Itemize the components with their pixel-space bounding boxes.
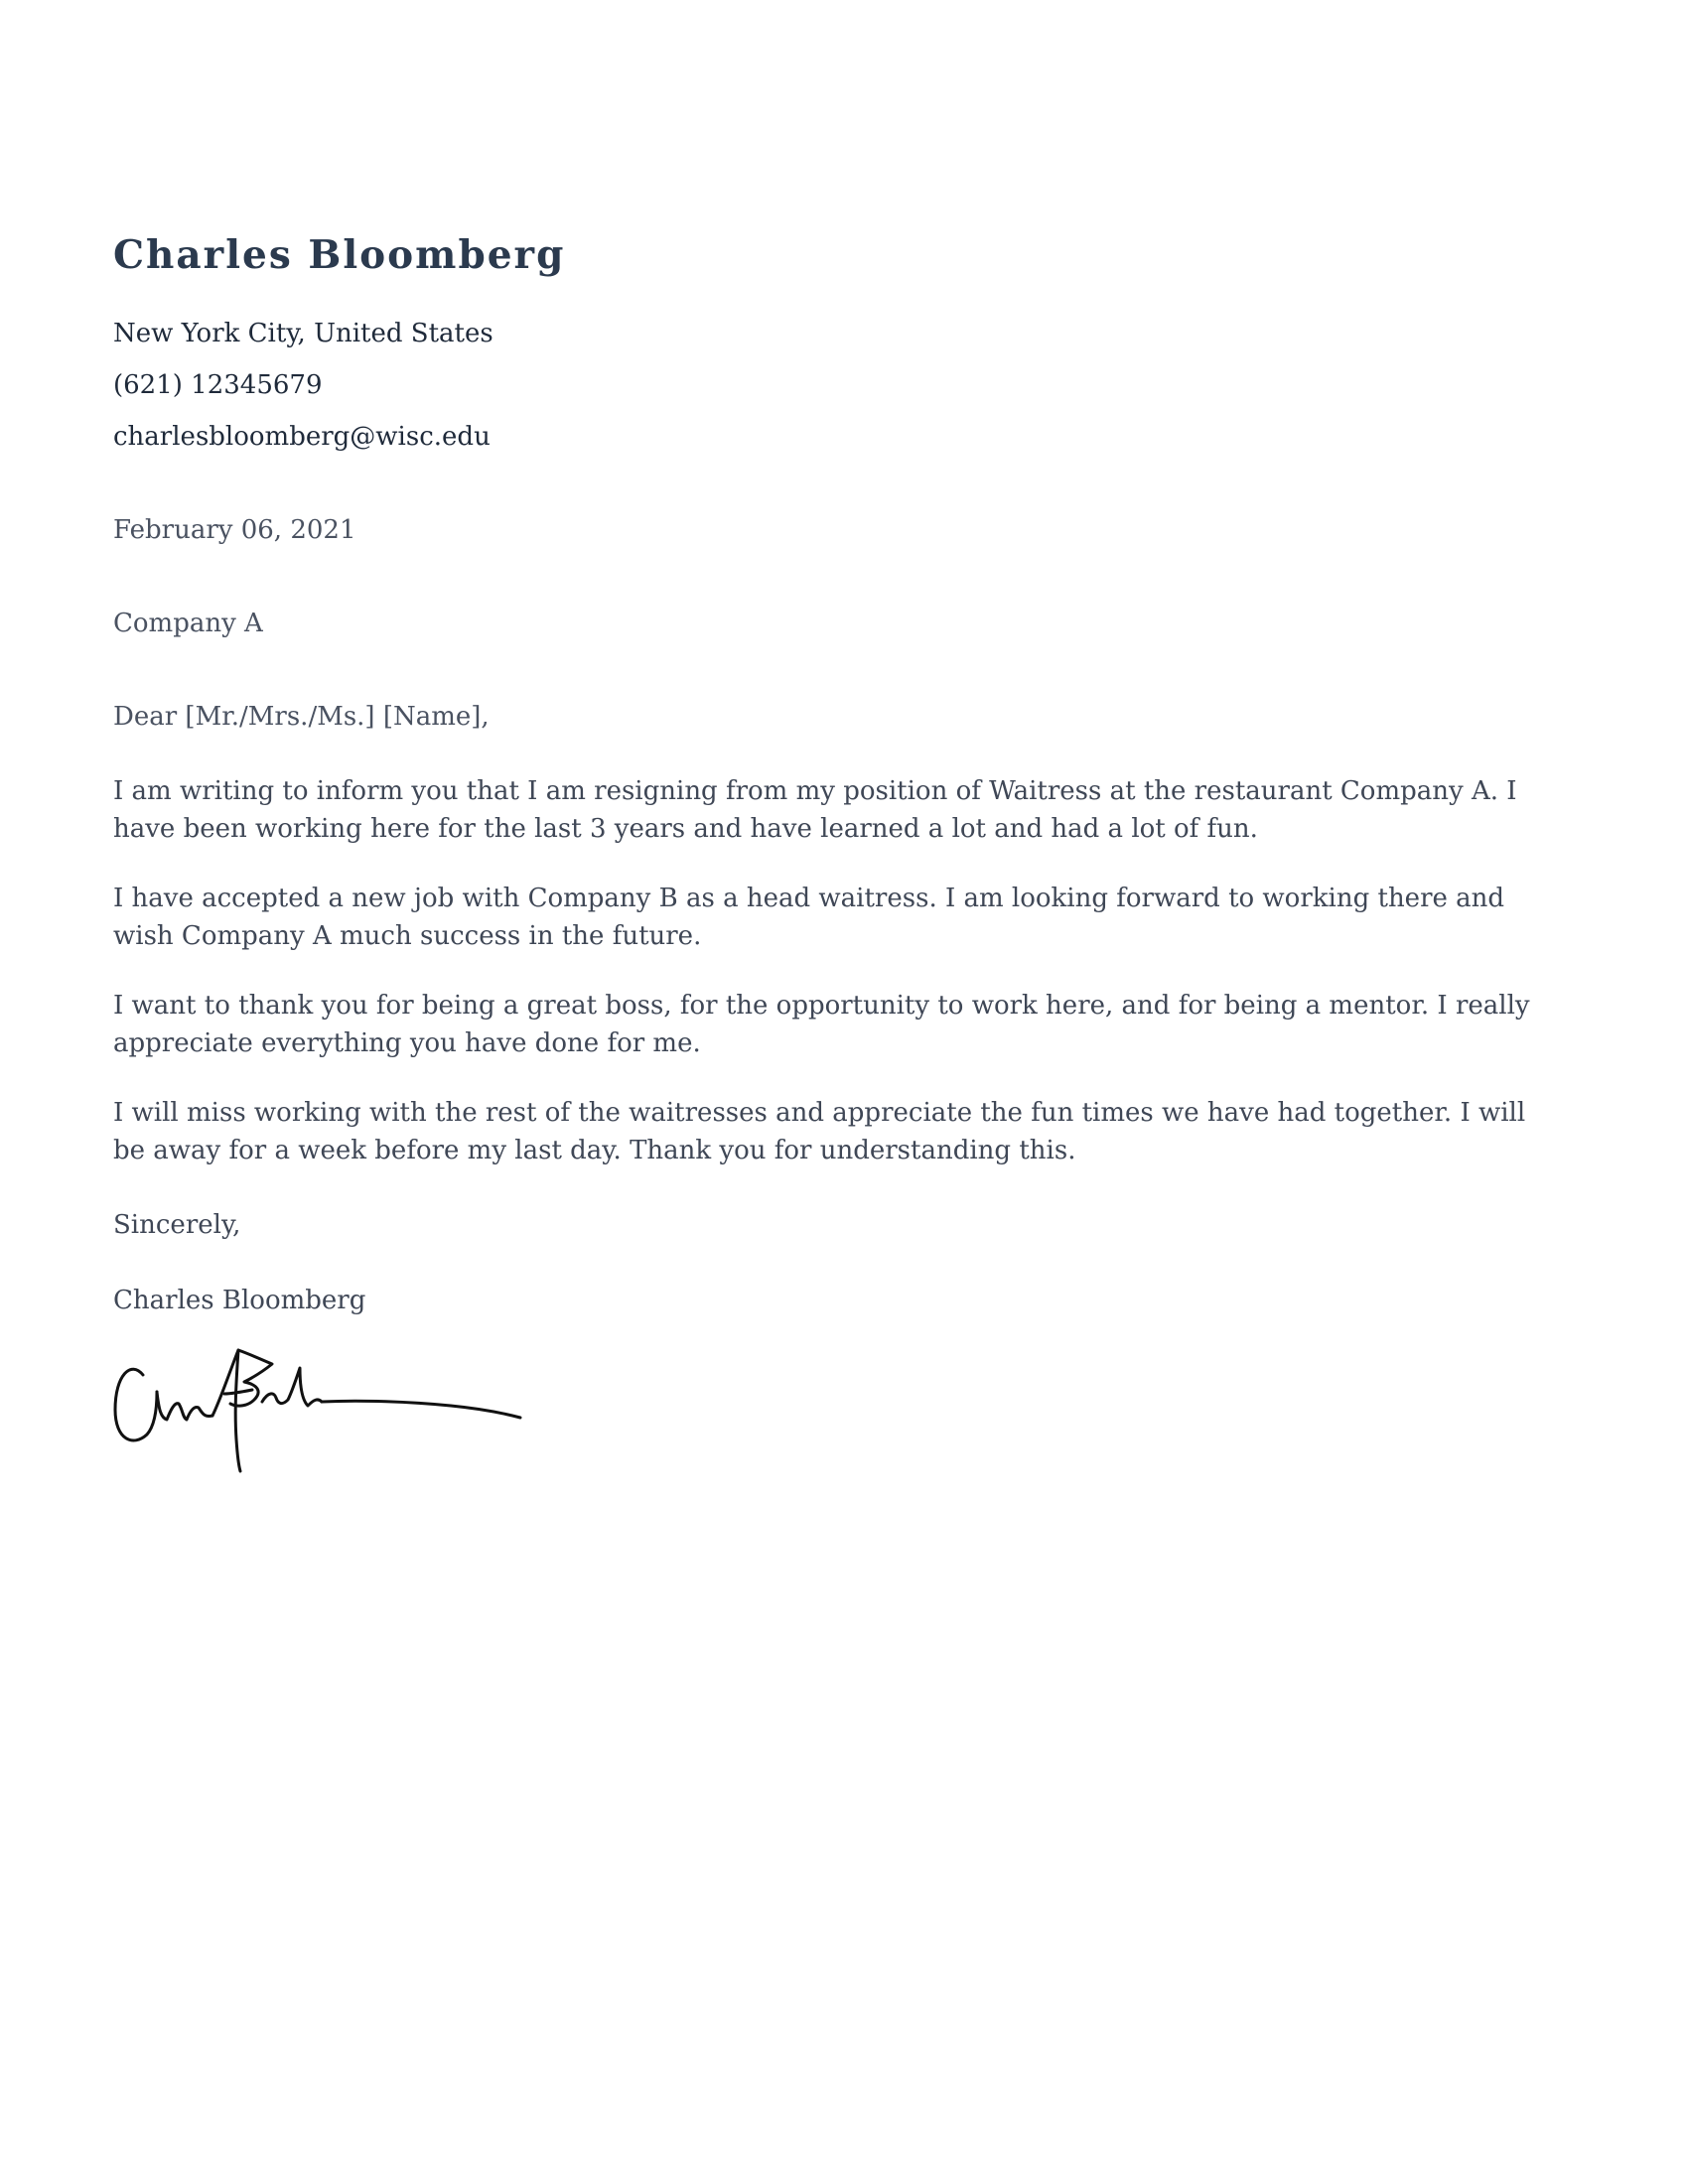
recipient-company: Company A [113,609,263,638]
sender-phone: (621) 12345679 [113,370,323,400]
signer-name: Charles Bloomberg [113,1286,366,1315]
letter [113,226,1563,1479]
letter-date: February 06, 2021 [113,515,356,545]
sender-location: New York City, United States [113,319,493,348]
sender-email: charlesbloomberg@wisc.edu [113,422,491,452]
body-paragraph-3: I want to thank you for being a great boss, for the opportunity to work here, and for being a mentor. I really appreciate everything you have done for me. [113,991,1530,1058]
body-paragraph-1: I am writing to inform you that I am resigning from my position of Waitress at the restaurant Company A. I have been working here for the last 3 years and have learned a lot and had a lot of fun. [113,776,1517,844]
closing: Sincerely, [113,1210,241,1240]
body-paragraph-2: I have accepted a new job with Company B as a head waitress. I am looking forward to working there and wish Company A much success in the future. [113,884,1505,951]
signature-image [113,1330,540,1479]
salutation: Dear [Mr./Mrs./Ms.] [Name], [113,702,490,732]
body-paragraph-4: I will miss working with the rest of the waitresses and appreciate the fun times we have had together. I will be away for a week before my last day. Thank you for understanding this. [113,1098,1526,1165]
sender-name: Charles Bloomberg [113,232,566,278]
